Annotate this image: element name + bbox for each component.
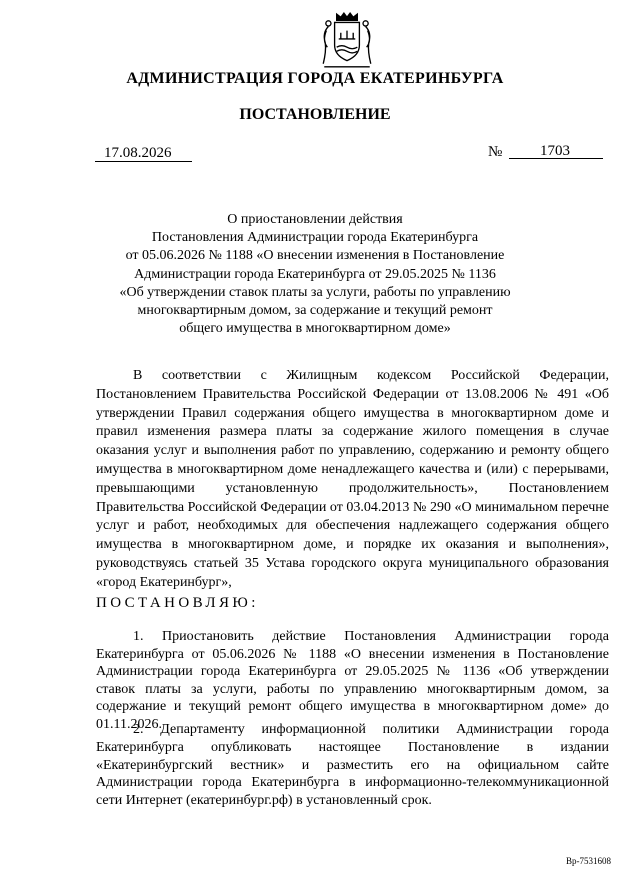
title-line: «Об утверждении ставок платы за услуги, работы по управлению: [119, 284, 511, 300]
preamble-paragraph: В соответствии с Жилищным кодексом Российской Федерации, Постановлением Правительства Российской Федерации от 13.08.2006 № 491 «Об утверждении Правил содержания общего имущества в многоквартирном доме и правил изменения размера платы за содержание жилого помещения в случае оказания услуг и выполнения работ по управлению, содержанию и ремонту общего имущества в многоквартирном доме ненадлежащего качества и (или) с перерывами, превышающими установленную продолжительность», Постановлением Правительства Российской Федерации от 03.04.2013 № 290 «О минимальном перечне услуг и работ, необходимых для обеспечения надлежащего содержания общего имущества в многоквартирном доме, и порядке их оказания и выполнения», руководствуясь статьей 35 Устава городского округа муниципального образования «город Екатеринбург»,: [96, 368, 609, 590]
document-title: [0, 211, 630, 338]
registration-stamp: Вр-7531608: [566, 856, 611, 866]
title-line: Администрации города Екатеринбурга от 29.05.2025 № 1136: [134, 266, 496, 282]
title-line: Постановления Администрации города Екатеринбурга: [151, 230, 479, 246]
item-1-paragraph: 1. Приостановить действие Постановления Администрации города Екатеринбурга от 05.06.2026 № 1188 «О внесении изменения в Постановление Администрации города Екатеринбурга от 29.05.2025 № 1136 «Об утверждении ставок платы за услуги, работы по управлению многоквартирным домом, за содержание и текущий ремонт общего имущества в многоквартирном доме» до 01.11.2026.: [96, 629, 609, 732]
date-underline: [95, 161, 192, 162]
title-line: общего имущества в многоквартирном доме»: [179, 321, 451, 337]
document-date: 17.08.2026: [104, 145, 172, 161]
document-type: ПОСТАНОВЛЕНИЕ: [239, 106, 391, 123]
document-number: 1703: [540, 143, 570, 159]
number-sign: №: [488, 144, 503, 160]
title-line: от 05.06.2026 № 1188 «О внесении изменения в Постановление: [125, 248, 505, 264]
resolve-heading: ПОСТАНОВЛЯЮ:: [96, 595, 259, 611]
item-2-paragraph: 2. Департаменту информационной политики Администрации города Екатеринбурга опубликовать настоящее Постановление в издании «Екатеринбургский вестник» и разместить его на официальном сайте Администрации города Екатеринбурга в информационно-телекоммуникационной сети Интернет (екатеринбург.рф) в установленный срок.: [96, 722, 609, 809]
coat-of-arms-icon: [316, 10, 378, 72]
title-line: О приостановлении действия: [227, 212, 403, 227]
number-underline: [509, 158, 603, 159]
organization-name: АДМИНИСТРАЦИЯ ГОРОДА ЕКАТЕРИНБУРГА: [126, 70, 504, 87]
title-line: многоквартирным домом, за содержание и текущий ремонт: [137, 303, 493, 319]
